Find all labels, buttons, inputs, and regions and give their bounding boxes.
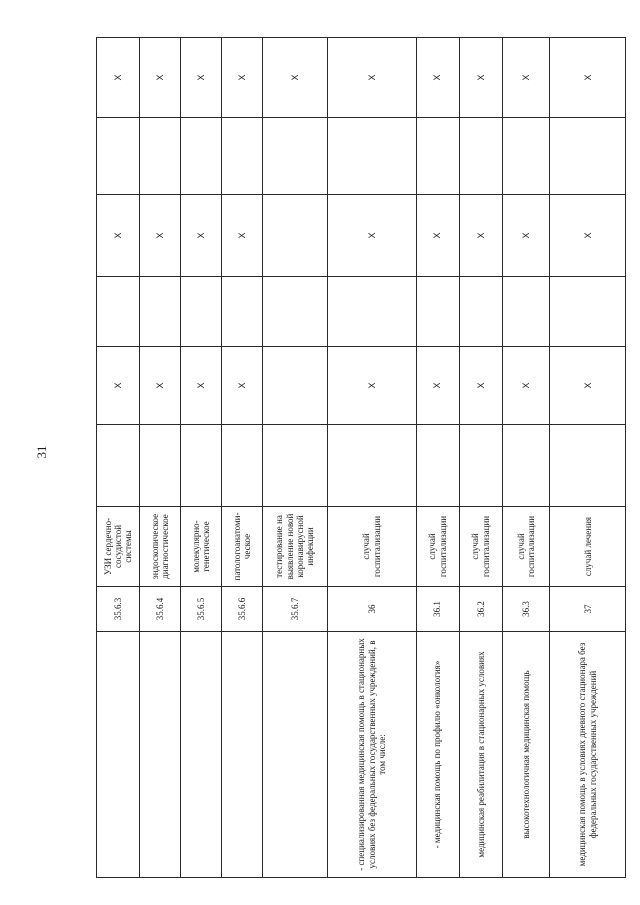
cell-c8 (550, 118, 626, 195)
data-table (96, 37, 626, 878)
cell-unit: УЗИ сердечно-сосудистой системы (97, 507, 140, 587)
cell-code: 36.3 (502, 587, 550, 632)
cell-description (140, 632, 181, 878)
cell-code: 36.1 (416, 587, 459, 632)
cell-unit: тестирование на выявление новой коронавирусной инфекции (263, 507, 328, 587)
page-number: 31 (34, 445, 49, 459)
cell-c7 (263, 195, 328, 277)
cell-description: медицинская реабилитация в стационарных условиях (459, 632, 502, 878)
cell-c4 (416, 425, 459, 507)
cell-c4 (459, 425, 502, 507)
cell-code: 37 (550, 587, 626, 632)
cell-c6 (550, 277, 626, 347)
cell-c8 (327, 118, 416, 195)
cell-unit: эндоскопическое диагностическое (140, 507, 181, 587)
cell-unit: патологоанатоми-ческое (222, 507, 263, 587)
cell-unit: случай госпитализации (416, 507, 459, 587)
cell-c5: Х (327, 347, 416, 425)
table-row (263, 38, 328, 878)
cell-c9: Х (459, 38, 502, 118)
cell-c8 (502, 118, 550, 195)
cell-description (97, 632, 140, 878)
cell-description: - специализированная медицинская помощь в стационарных условиях без федеральных государственных учреждений, в том числе: (327, 632, 416, 878)
cell-description: - медицинская помощь по профилю «онкология» (416, 632, 459, 878)
cell-c7: Х (550, 195, 626, 277)
cell-c9: Х (327, 38, 416, 118)
cell-c6 (97, 277, 140, 347)
cell-c9: Х (181, 38, 222, 118)
cell-c4 (140, 425, 181, 507)
cell-description (181, 632, 222, 878)
cell-unit: молекулярно-генетическое (181, 507, 222, 587)
cell-c7: Х (459, 195, 502, 277)
cell-c5: Х (97, 347, 140, 425)
cell-c5 (263, 347, 328, 425)
cell-c6 (502, 277, 550, 347)
cell-c9: Х (97, 38, 140, 118)
cell-c8 (181, 118, 222, 195)
cell-c7: Х (222, 195, 263, 277)
table-row (416, 38, 459, 878)
cell-c5: Х (550, 347, 626, 425)
cell-c8 (140, 118, 181, 195)
cell-c8 (222, 118, 263, 195)
rotated-table-container (96, 38, 626, 878)
cell-c9: Х (263, 38, 328, 118)
cell-c4 (263, 425, 328, 507)
cell-c7: Х (140, 195, 181, 277)
cell-c6 (416, 277, 459, 347)
table-row (550, 38, 626, 878)
cell-c7: Х (416, 195, 459, 277)
cell-c6 (327, 277, 416, 347)
cell-c8 (416, 118, 459, 195)
cell-c7: Х (181, 195, 222, 277)
table-row (140, 38, 181, 878)
cell-description: медицинская помощь в условиях дневного стационара без федеральных государственных учреждений (550, 632, 626, 878)
cell-c9: Х (502, 38, 550, 118)
cell-code: 35.6.4 (140, 587, 181, 632)
cell-code: 35.6.7 (263, 587, 328, 632)
cell-c4 (502, 425, 550, 507)
table-row (97, 38, 140, 878)
cell-c8 (97, 118, 140, 195)
cell-c9: Х (140, 38, 181, 118)
cell-code: 35.6.5 (181, 587, 222, 632)
cell-c7: Х (502, 195, 550, 277)
table-row (181, 38, 222, 878)
cell-unit: случай госпитализации (502, 507, 550, 587)
cell-c5: Х (222, 347, 263, 425)
cell-c9: Х (222, 38, 263, 118)
table-row (327, 38, 416, 878)
cell-c5: Х (140, 347, 181, 425)
table-row (222, 38, 263, 878)
cell-description (263, 632, 328, 878)
cell-code: 36.2 (459, 587, 502, 632)
cell-c8 (459, 118, 502, 195)
cell-c6 (181, 277, 222, 347)
cell-unit: случай лечения (550, 507, 626, 587)
cell-c4 (550, 425, 626, 507)
cell-c4 (97, 425, 140, 507)
cell-c5: Х (181, 347, 222, 425)
cell-description (222, 632, 263, 878)
table-row (459, 38, 502, 878)
cell-c5: Х (416, 347, 459, 425)
cell-c6 (263, 277, 328, 347)
cell-c4 (327, 425, 416, 507)
cell-c9: Х (550, 38, 626, 118)
cell-c6 (140, 277, 181, 347)
cell-description: высокотехнологичная медицинская помощь (502, 632, 550, 878)
table-row (502, 38, 550, 878)
cell-c8 (263, 118, 328, 195)
cell-c6 (222, 277, 263, 347)
cell-c4 (181, 425, 222, 507)
cell-c7: Х (327, 195, 416, 277)
cell-code: 35.6.6 (222, 587, 263, 632)
cell-unit: случай госпитализации (459, 507, 502, 587)
cell-c9: Х (416, 38, 459, 118)
cell-c6 (459, 277, 502, 347)
cell-c4 (222, 425, 263, 507)
cell-unit: случай госпитализации (327, 507, 416, 587)
cell-c5: Х (459, 347, 502, 425)
table-body (97, 38, 626, 878)
cell-c7: Х (97, 195, 140, 277)
cell-code: 36 (327, 587, 416, 632)
cell-code: 35.6.3 (97, 587, 140, 632)
cell-c5: Х (502, 347, 550, 425)
